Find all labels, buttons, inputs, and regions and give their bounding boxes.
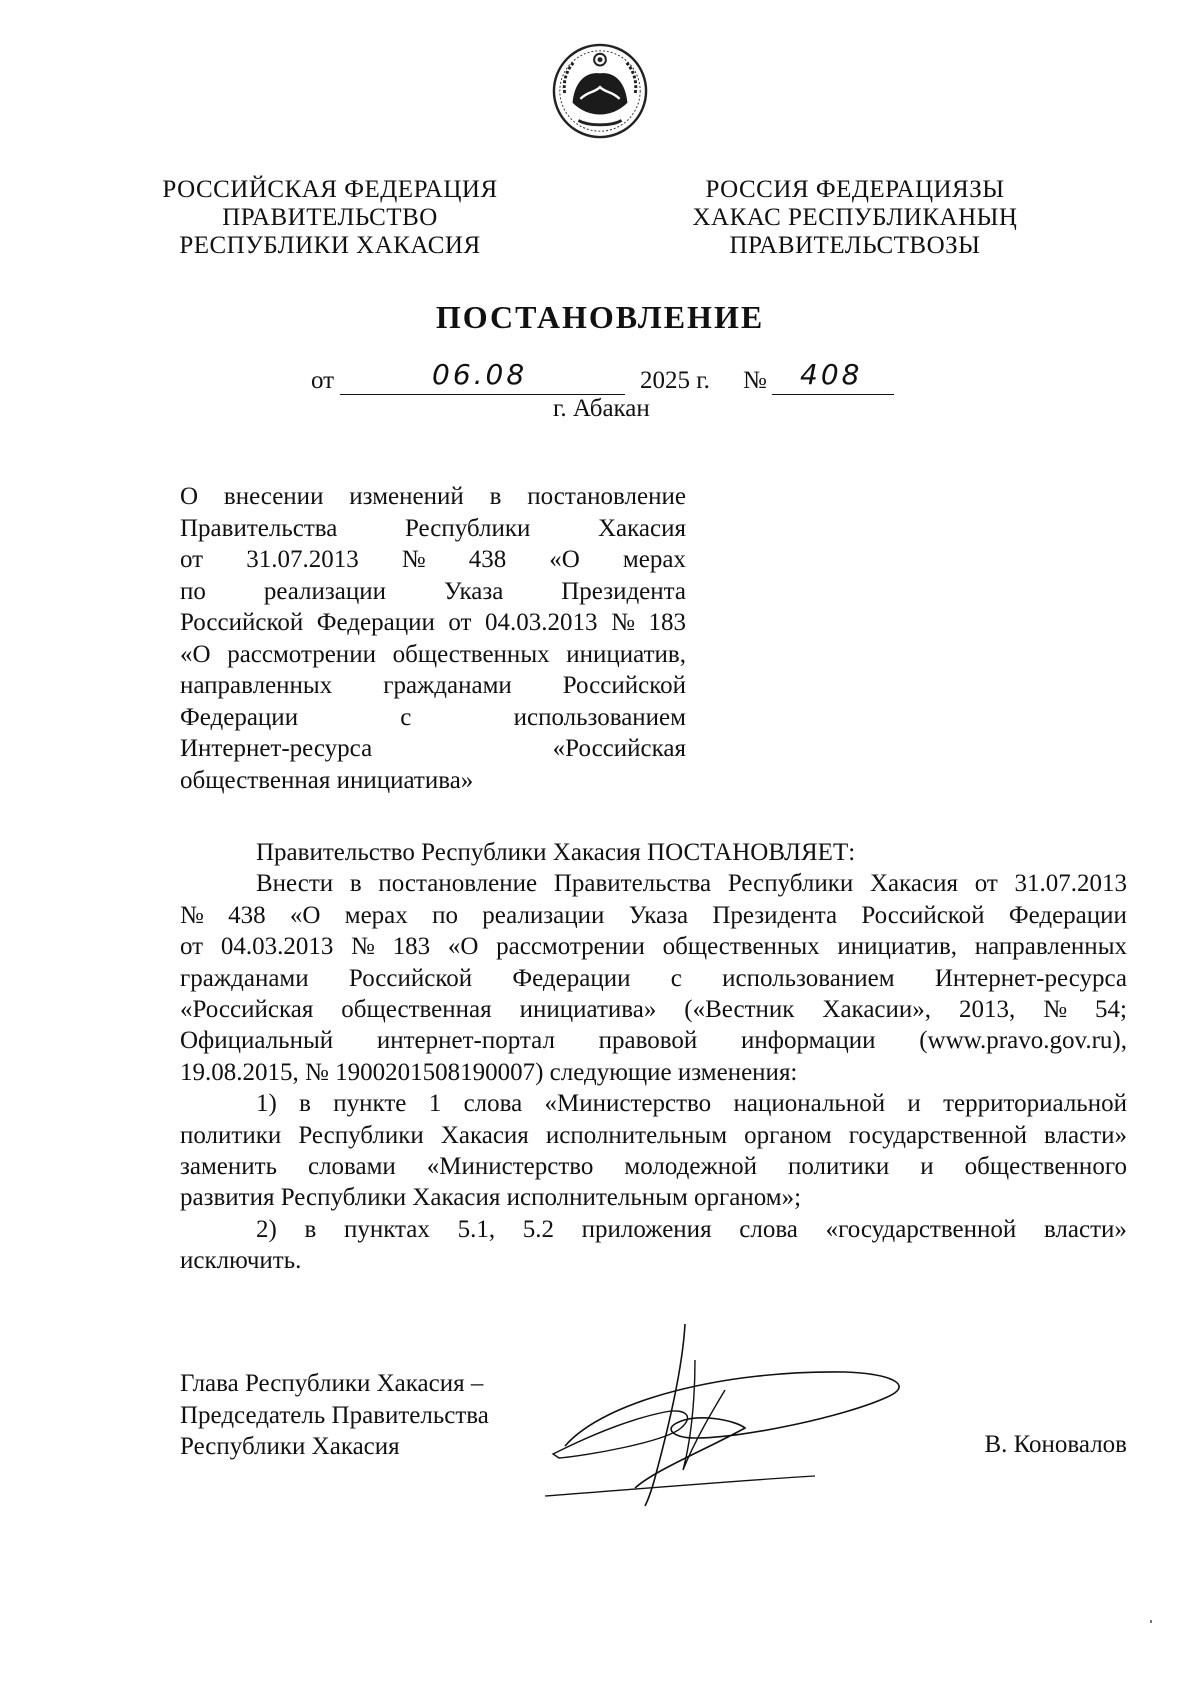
header-left-line: РОССИЙСКАЯ ФЕДЕРАЦИЯ [162, 176, 498, 203]
subject-line: общественная инициатива» [180, 766, 474, 794]
number-underline [772, 394, 894, 395]
body-line: 19.08.2015, № 1900201508190007) следующие изменения: [180, 1058, 798, 1086]
header-left-line: ПРАВИТЕЛЬСТВО [222, 204, 438, 231]
body-line: Внести в постановление Правительства Республики Хакасия от 31.07.2013 [256, 870, 1127, 898]
header-left-line: РЕСПУБЛИКИ ХАКАСИЯ [179, 232, 481, 259]
subject-line: Интернет-ресурса «Российская [180, 735, 686, 762]
document-body [180, 837, 1127, 1277]
number-handwritten: 408 [800, 358, 863, 391]
scan-mark [1150, 1620, 1152, 1623]
coat-of-arms-emblem [551, 42, 649, 140]
date-handwritten: 06.08 [432, 358, 528, 391]
signatory-position-line: Председатель Правительства [180, 1401, 489, 1429]
body-line: заменить словами «Министерство молодежной политики и общественного [180, 1153, 1127, 1181]
handwritten-signature [545, 1320, 925, 1510]
document-subject [180, 481, 686, 796]
body-line: № 438 «О мерах по реализации Указа Президента Российской Федерации [180, 901, 1127, 929]
subject-line: О внесении изменений в постановление [180, 483, 686, 510]
header-right-line: ХАКАС РЕСПУБЛИКАНЫҢ [692, 204, 1018, 231]
subject-line: Российской Федерации от 04.03.2013 № 183 [180, 609, 686, 636]
subject-line: Федерации с использованием [180, 703, 686, 731]
signatory-name: В. Коновалов [984, 1431, 1127, 1458]
date-prefix: от [311, 367, 335, 394]
signatory-position-line: Глава Республики Хакасия – [180, 1370, 484, 1397]
body-line: от 04.03.2013 № 183 «О рассмотрении общественных инициатив, направленных [180, 933, 1127, 961]
subject-line: по реализации Указа Президента [180, 577, 686, 605]
body-line: 2) в пунктах 5.1, 5.2 приложения слова «государственной власти» [256, 1215, 1127, 1243]
body-line: развития Республики Хакасия исполнительным органом»; [180, 1184, 802, 1212]
number-label: № [743, 367, 767, 394]
body-line: 1) в пункте 1 слова «Министерство национальной и территориальной [256, 1090, 1127, 1118]
header-right [685, 176, 1025, 260]
city-label: г. Абакан [553, 395, 650, 422]
signatory-position [180, 1368, 489, 1463]
header-left [160, 176, 500, 260]
body-line: исключить. [180, 1247, 302, 1275]
subject-line: от 31.07.2013 № 438 «О мерах [180, 546, 686, 573]
year-label: 2025 г. [640, 367, 710, 394]
body-line: Правительство Республики Хакасия ПОСТАНОВЛЯЕТ: [256, 839, 856, 866]
body-line: политики Республики Хакасия исполнительным органом государственной власти» [180, 1121, 1127, 1149]
body-line: «Российская общественная инициатива» («Вестник Хакасии», 2013, № 54; [180, 996, 1127, 1024]
header-right-line: РОССИЯ ФЕДЕРАЦИЯЗЫ [705, 176, 1005, 203]
body-line: Официальный интернет-портал правовой информации (www.pravo.gov.ru), [180, 1027, 1127, 1055]
subject-line: направленных гражданами Российской [180, 672, 686, 699]
body-line: гражданами Российской Федерации с использованием Интернет-ресурса [180, 964, 1127, 992]
document-title: ПОСТАНОВЛЕНИЕ [435, 299, 765, 335]
signatory-position-line: Республики Хакасия [180, 1433, 400, 1460]
subject-line: «О рассмотрении общественных инициатив, [180, 640, 686, 668]
header-right-line: ПРАВИТЕЛЬСТВОЗЫ [729, 232, 981, 259]
subject-line: Правительства Республики Хакасия [180, 514, 686, 542]
